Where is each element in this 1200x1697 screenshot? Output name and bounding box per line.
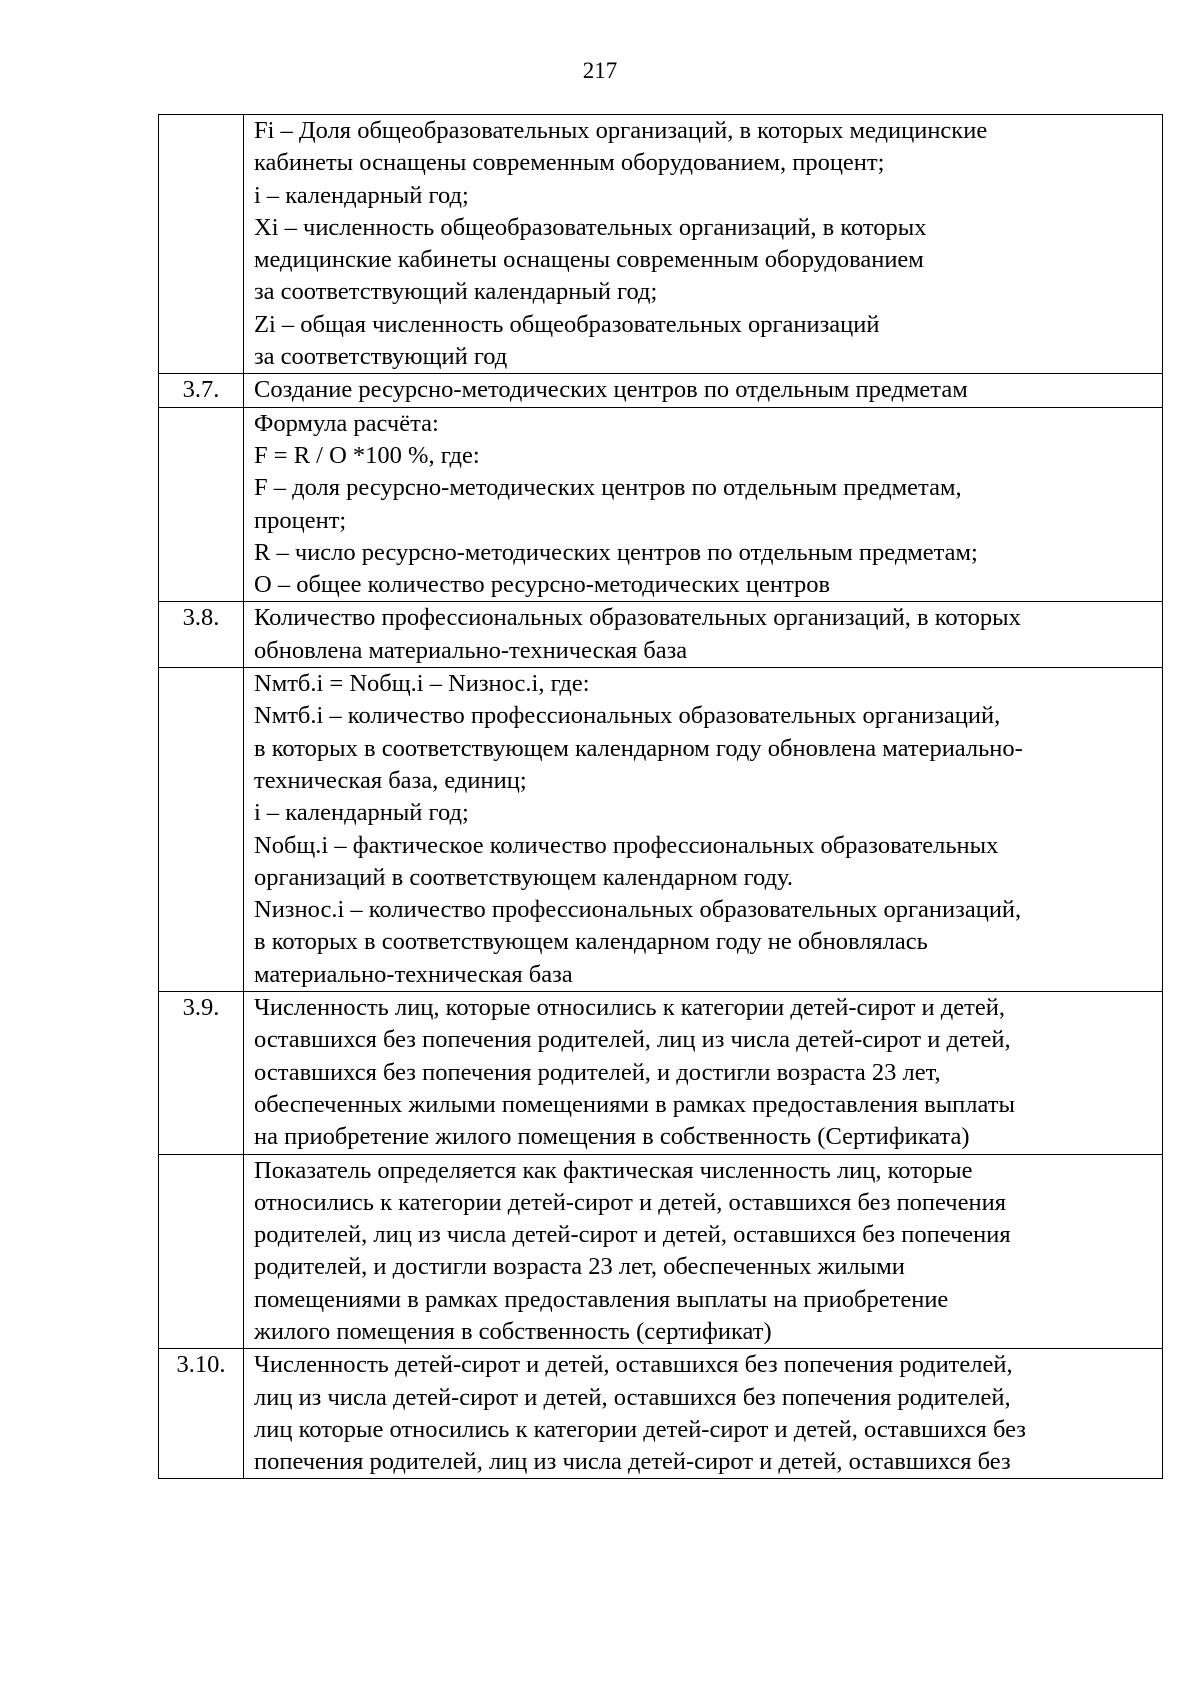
text-line: Fi – Доля общеобразовательных организаций, в которых медицинские [254, 117, 988, 144]
row-number-cell [159, 668, 244, 992]
row-number-cell [159, 602, 244, 668]
text-line: i – календарный год; [254, 181, 469, 209]
text-line: Количество профессиональных образовательных организаций, в которых [254, 604, 1021, 632]
text-line: оставшихся без попечения родителей, лиц из числа детей-сирот и детей, [254, 1026, 1011, 1054]
row-number-cell [159, 1154, 244, 1349]
indicator-table [158, 114, 1163, 1479]
table-row [159, 374, 1163, 407]
row-number-cell [159, 374, 244, 407]
text-line: R – число ресурсно-методических центров по отдельным предметам; [254, 538, 978, 566]
row-number-cell [159, 407, 244, 602]
text-line: лиц которые относились к категории детей-сирот и детей, оставшихся без [254, 1415, 1026, 1443]
row-number-cell [159, 1349, 244, 1479]
row-text-cell [244, 1154, 1163, 1349]
text-line: попечения родителей, лиц из числа детей-сирот и детей, оставшихся без [254, 1448, 1011, 1476]
text-line: F = R / O *100 %, где: [254, 441, 480, 469]
text-line: Nмтб.i – количество профессиональных образовательных организаций, [254, 702, 1001, 730]
text-line: оставшихся без попечения родителей, и достигли возраста 23 лет, [254, 1058, 941, 1086]
row-number: 3.10. [176, 1351, 226, 1379]
row-text-cell [244, 992, 1163, 1154]
text-line: Численность лиц, которые относились к категории детей-сирот и детей, [254, 994, 1005, 1022]
text-line: материально-техническая база [254, 960, 573, 988]
text-line: родителей, и достигли возраста 23 лет, обеспеченных жилыми [254, 1253, 905, 1281]
text-line: Показатель определяется как фактическая численность лиц, которые [254, 1156, 973, 1184]
text-line: обновлена материально-техническая база [254, 636, 688, 664]
text-line: кабинеты оснащены современным оборудованием, процент; [254, 149, 885, 177]
text-line: Zi – общая численность общеобразовательных организаций [254, 310, 880, 338]
text-line: жилого помещения в собственность (сертификат) [254, 1317, 772, 1345]
table-row [159, 668, 1163, 992]
table-row [159, 602, 1163, 668]
row-text-cell [244, 407, 1163, 602]
text-line: медицинские кабинеты оснащены современным оборудованием [254, 246, 924, 274]
table-row [159, 115, 1163, 374]
text-line: техническая база, единиц; [254, 766, 527, 794]
text-line: помещениями в рамках предоставления выплаты на приобретение [254, 1285, 949, 1313]
row-number: 3.8. [182, 604, 220, 632]
text-line: обеспеченных жилыми помещениями в рамках предоставления выплаты [254, 1090, 1015, 1118]
text-line: Формула расчёта: [254, 409, 439, 437]
text-line: в которых в соответствующем календарном году обновлена материально- [254, 734, 1023, 762]
text-line: в которых в соответствующем календарном году не обновлялась [254, 928, 928, 956]
text-line: Xi – численность общеобразовательных организаций, в которых [254, 213, 927, 241]
row-number: 3.7. [182, 376, 220, 404]
text-line: i – календарный год; [254, 799, 469, 827]
text-line: O – общее количество ресурсно-методических центров [254, 571, 831, 599]
indicator-table-body [159, 115, 1163, 1479]
row-text-cell [244, 115, 1163, 374]
row-text-cell [244, 668, 1163, 992]
row-text-cell [244, 1349, 1163, 1479]
text-line: Создание ресурсно-методических центров по отдельным предметам [254, 376, 968, 404]
text-line: родителей, лиц из числа детей-сирот и детей, оставшихся без попечения [254, 1221, 1011, 1249]
row-text-cell [244, 374, 1163, 407]
page-number: 217 [582, 58, 618, 83]
text-line: лиц из числа детей-сирот и детей, оставшихся без попечения родителей, [254, 1383, 1011, 1411]
text-line: относились к категории детей-сирот и детей, оставшихся без попечения [254, 1188, 1006, 1216]
table-row [159, 992, 1163, 1154]
text-line: Численность детей-сирот и детей, оставшихся без попечения родителей, [254, 1351, 1013, 1379]
text-line: организаций в соответствующем календарном году. [254, 863, 793, 891]
text-line: процент; [254, 506, 347, 534]
text-line: за соответствующий календарный год; [254, 278, 658, 306]
table-row [159, 1349, 1163, 1479]
table-row [159, 407, 1163, 602]
text-line: Nизнос.i – количество профессиональных образовательных организаций, [254, 896, 1022, 924]
row-number-cell [159, 115, 244, 374]
row-number-cell [159, 992, 244, 1154]
text-line: F – доля ресурсно-методических центров по отдельным предметам, [254, 474, 962, 502]
text-line: за соответствующий год [254, 343, 508, 371]
row-number: 3.9. [182, 994, 220, 1022]
text-line: на приобретение жилого помещения в собственность (Сертификата) [254, 1123, 970, 1151]
text-line: Nобщ.i – фактическое количество профессиональных образовательных [254, 831, 999, 859]
text-line: Nмтб.i = Nобщ.i – Nизнос.i, где: [254, 670, 590, 698]
row-text-cell [244, 602, 1163, 668]
table-row [159, 1154, 1163, 1349]
